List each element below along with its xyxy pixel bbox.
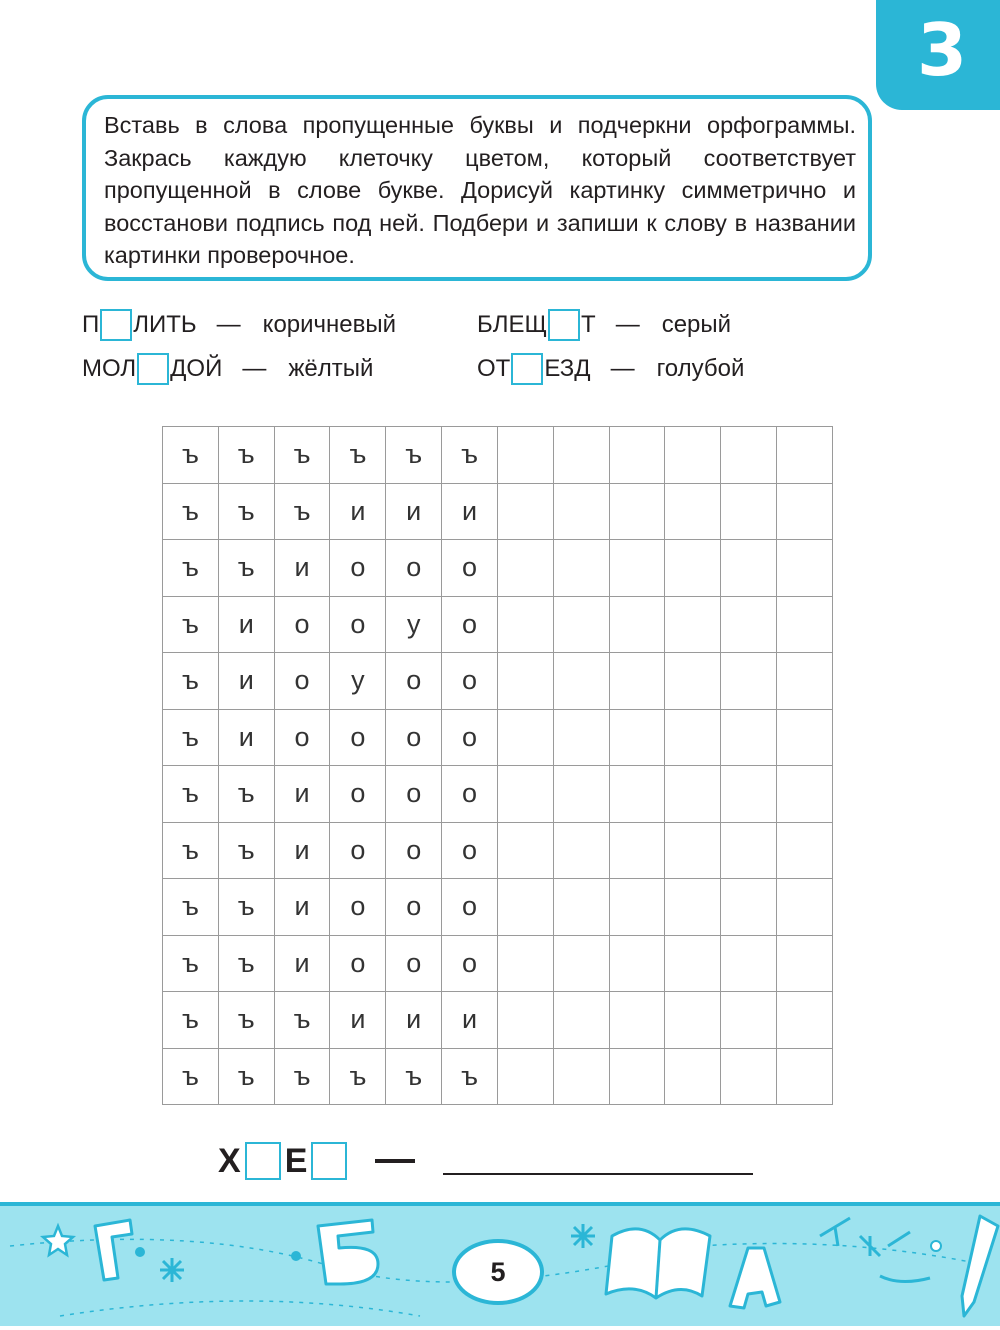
grid-cell[interactable] bbox=[497, 427, 553, 484]
grid-cell[interactable] bbox=[721, 992, 777, 1049]
star-icon bbox=[43, 1226, 73, 1255]
word-clue-4 bbox=[477, 353, 744, 385]
grid-cell[interactable] bbox=[721, 935, 777, 992]
grid-row bbox=[163, 596, 833, 653]
pencil-icon bbox=[962, 1216, 998, 1316]
word-part: П bbox=[82, 311, 100, 338]
grid-cell[interactable]: ъ bbox=[330, 427, 386, 484]
word-part: БЛЕЩ bbox=[477, 311, 548, 338]
grid-cell[interactable]: ъ bbox=[163, 766, 219, 823]
dash: — bbox=[615, 311, 640, 338]
letter-box[interactable] bbox=[511, 353, 543, 385]
grid-cell[interactable] bbox=[721, 483, 777, 540]
grid-row bbox=[163, 709, 833, 766]
word-part: Т bbox=[581, 311, 596, 338]
grid-cell[interactable] bbox=[609, 709, 665, 766]
grid-cell[interactable]: ъ bbox=[218, 1048, 274, 1105]
grid-cell[interactable] bbox=[553, 483, 609, 540]
grid-cell[interactable] bbox=[497, 483, 553, 540]
grid-cell[interactable]: ъ bbox=[218, 879, 274, 936]
grid-cell[interactable]: о bbox=[442, 596, 498, 653]
grid-cell[interactable]: ъ bbox=[163, 653, 219, 710]
grid-row bbox=[163, 935, 833, 992]
exercise-number: 3 bbox=[916, 8, 968, 92]
word-part: МОЛ bbox=[82, 355, 137, 382]
instruction-box bbox=[82, 95, 872, 281]
grid-cell[interactable] bbox=[777, 427, 833, 484]
grid-cell[interactable]: и bbox=[442, 483, 498, 540]
grid-cell[interactable] bbox=[665, 709, 721, 766]
grid-cell[interactable] bbox=[609, 822, 665, 879]
grid-cell[interactable] bbox=[497, 992, 553, 1049]
grid-cell[interactable]: о bbox=[386, 709, 442, 766]
grid-cell[interactable]: о bbox=[274, 596, 330, 653]
color-name: коричневый bbox=[262, 311, 397, 338]
grid-cell[interactable] bbox=[609, 766, 665, 823]
grid-cell[interactable]: о bbox=[386, 879, 442, 936]
word-part: ЕЗД bbox=[544, 355, 591, 382]
grid-cell[interactable] bbox=[553, 427, 609, 484]
grid-cell[interactable] bbox=[665, 766, 721, 823]
grid-cell[interactable]: о bbox=[386, 935, 442, 992]
grid-cell[interactable]: о bbox=[386, 653, 442, 710]
grid-row bbox=[163, 427, 833, 484]
word-part: ДОЙ bbox=[170, 355, 223, 382]
grid-cell[interactable] bbox=[665, 879, 721, 936]
letter-box[interactable] bbox=[311, 1142, 347, 1180]
grid-cell[interactable]: ъ bbox=[218, 992, 274, 1049]
grid-cell[interactable] bbox=[609, 653, 665, 710]
grid-cell[interactable]: о bbox=[442, 935, 498, 992]
grid-cell[interactable]: и bbox=[386, 992, 442, 1049]
grid-cell[interactable] bbox=[665, 427, 721, 484]
grid-cell[interactable]: ъ bbox=[386, 1048, 442, 1105]
grid-cell[interactable] bbox=[777, 540, 833, 597]
grid-cell[interactable]: и bbox=[274, 766, 330, 823]
instruction-text: Вставь в слова пропущенные буквы и подчеркни орфограммы. Закрась каждую клеточку цветом, который соответствует пропущенной в слове букве. Дорисуй картинку симметрично и восстанови подпись под ней. Подбери и запиши к слову в названии картинки проверочное. bbox=[104, 112, 856, 269]
coloring-grid bbox=[162, 426, 833, 1105]
grid-cell[interactable]: ъ bbox=[274, 992, 330, 1049]
word-clue-1 bbox=[82, 309, 396, 341]
grid-cell[interactable]: ъ bbox=[163, 709, 219, 766]
grid-cell[interactable] bbox=[721, 1048, 777, 1105]
grid-cell[interactable] bbox=[777, 653, 833, 710]
grid-cell[interactable]: о bbox=[330, 596, 386, 653]
grid-cell[interactable] bbox=[665, 822, 721, 879]
grid-cell[interactable]: ъ bbox=[218, 822, 274, 879]
grid-cell[interactable]: ъ bbox=[442, 1048, 498, 1105]
grid-cell[interactable]: ъ bbox=[163, 879, 219, 936]
grid-cell[interactable]: ъ bbox=[442, 427, 498, 484]
grid-cell[interactable] bbox=[777, 822, 833, 879]
grid-row bbox=[163, 540, 833, 597]
grid-cell[interactable]: и bbox=[274, 822, 330, 879]
grid-row bbox=[163, 653, 833, 710]
grid-cell[interactable] bbox=[609, 483, 665, 540]
grid-cell[interactable] bbox=[665, 653, 721, 710]
grid-row bbox=[163, 1048, 833, 1105]
grid-cell[interactable]: о bbox=[274, 653, 330, 710]
grid-cell[interactable] bbox=[497, 935, 553, 992]
grid-cell[interactable]: о bbox=[330, 879, 386, 936]
grid-cell[interactable] bbox=[777, 879, 833, 936]
grid-cell[interactable] bbox=[721, 540, 777, 597]
grid-cell[interactable] bbox=[553, 1048, 609, 1105]
grid-cell[interactable] bbox=[777, 709, 833, 766]
grid-cell[interactable]: о bbox=[330, 766, 386, 823]
grid-cell[interactable] bbox=[609, 596, 665, 653]
grid-cell[interactable] bbox=[721, 766, 777, 823]
grid-cell[interactable]: и bbox=[218, 709, 274, 766]
grid-cell[interactable]: ъ bbox=[218, 766, 274, 823]
grid-cell[interactable] bbox=[497, 879, 553, 936]
grid-cell[interactable] bbox=[777, 596, 833, 653]
grid-cell[interactable] bbox=[721, 879, 777, 936]
grid-cell[interactable] bbox=[553, 879, 609, 936]
grid-cell[interactable]: ъ bbox=[274, 1048, 330, 1105]
grid-row bbox=[163, 483, 833, 540]
grid-cell[interactable] bbox=[553, 822, 609, 879]
grid-cell[interactable] bbox=[553, 992, 609, 1049]
grid-cell[interactable]: ъ bbox=[274, 427, 330, 484]
grid-cell[interactable]: ъ bbox=[163, 992, 219, 1049]
grid-cell[interactable] bbox=[777, 1048, 833, 1105]
word-clue-3 bbox=[82, 353, 373, 385]
grid-cell[interactable]: о bbox=[442, 653, 498, 710]
grid-cell[interactable] bbox=[665, 1048, 721, 1105]
dash: — bbox=[242, 355, 267, 382]
grid-cell[interactable]: о bbox=[442, 766, 498, 823]
grid-cell[interactable]: ъ bbox=[163, 483, 219, 540]
dash: — bbox=[610, 355, 635, 382]
grid-cell[interactable] bbox=[665, 935, 721, 992]
grid-cell[interactable]: о bbox=[442, 709, 498, 766]
grid-cell[interactable]: о bbox=[442, 822, 498, 879]
grid-cell[interactable]: и bbox=[330, 483, 386, 540]
grid-cell[interactable] bbox=[553, 766, 609, 823]
grid-cell[interactable]: и bbox=[442, 992, 498, 1049]
grid-cell[interactable]: ъ bbox=[218, 427, 274, 484]
grid-cell[interactable] bbox=[721, 709, 777, 766]
grid-cell[interactable]: у bbox=[386, 596, 442, 653]
grid-row bbox=[163, 992, 833, 1049]
grid-cell[interactable]: о bbox=[274, 709, 330, 766]
color-name: голубой bbox=[656, 355, 745, 382]
letter-box[interactable] bbox=[137, 353, 169, 385]
answer-line bbox=[218, 1141, 753, 1181]
grid-cell[interactable] bbox=[497, 596, 553, 653]
letter-box[interactable] bbox=[548, 309, 580, 341]
grid-cell[interactable] bbox=[777, 992, 833, 1049]
word-part: ОТ bbox=[477, 355, 511, 382]
letter-a-icon bbox=[730, 1248, 780, 1308]
grid-cell[interactable]: ъ bbox=[218, 935, 274, 992]
grid-cell[interactable] bbox=[497, 822, 553, 879]
grid-cell[interactable]: и bbox=[386, 483, 442, 540]
grid-cell[interactable]: ъ bbox=[218, 483, 274, 540]
grid-cell[interactable]: и bbox=[274, 935, 330, 992]
grid-cell[interactable]: у bbox=[330, 653, 386, 710]
math-icon bbox=[820, 1218, 930, 1282]
dash bbox=[375, 1159, 415, 1163]
grid-cell[interactable] bbox=[497, 1048, 553, 1105]
grid-cell[interactable]: ъ bbox=[386, 427, 442, 484]
grid-cell[interactable] bbox=[665, 992, 721, 1049]
grid-cell[interactable] bbox=[777, 935, 833, 992]
grid-cell[interactable] bbox=[609, 540, 665, 597]
grid-cell[interactable]: ъ bbox=[163, 822, 219, 879]
grid-cell[interactable] bbox=[721, 596, 777, 653]
grid-cell[interactable]: ъ bbox=[163, 935, 219, 992]
exercise-number-tab bbox=[876, 0, 1000, 110]
grid-cell[interactable] bbox=[609, 879, 665, 936]
grid-cell[interactable] bbox=[665, 483, 721, 540]
grid-cell[interactable]: и bbox=[218, 653, 274, 710]
grid-cell[interactable]: о bbox=[386, 822, 442, 879]
grid-cell[interactable] bbox=[553, 596, 609, 653]
grid-cell[interactable]: ъ bbox=[218, 540, 274, 597]
grid-cell[interactable]: и bbox=[274, 879, 330, 936]
book-icon bbox=[606, 1229, 710, 1298]
grid-cell[interactable]: о bbox=[386, 540, 442, 597]
grid-cell[interactable]: о bbox=[442, 879, 498, 936]
grid-cell[interactable] bbox=[721, 427, 777, 484]
grid-cell[interactable]: о bbox=[330, 709, 386, 766]
grid-cell[interactable]: о bbox=[442, 540, 498, 597]
grid-cell[interactable] bbox=[777, 766, 833, 823]
answer-letter: Е bbox=[284, 1141, 308, 1180]
grid-cell[interactable]: ъ bbox=[163, 596, 219, 653]
grid-cell[interactable] bbox=[721, 653, 777, 710]
grid-cell[interactable]: и bbox=[218, 596, 274, 653]
grid-cell[interactable]: о bbox=[330, 935, 386, 992]
grid-cell[interactable] bbox=[497, 766, 553, 823]
page-number bbox=[452, 1239, 544, 1305]
word-clue-2 bbox=[477, 309, 731, 341]
grid-cell[interactable]: ъ bbox=[163, 1048, 219, 1105]
page-number-text: 5 bbox=[490, 1256, 506, 1287]
grid-cell[interactable] bbox=[609, 427, 665, 484]
grid-cell[interactable]: о bbox=[330, 540, 386, 597]
grid-row bbox=[163, 879, 833, 936]
answer-letter: Х bbox=[218, 1141, 241, 1180]
grid-cell[interactable] bbox=[553, 540, 609, 597]
grid-cell[interactable]: ъ bbox=[330, 1048, 386, 1105]
color-name: серый bbox=[661, 311, 732, 338]
grid-cell[interactable] bbox=[609, 1048, 665, 1105]
grid-cell[interactable]: и bbox=[330, 992, 386, 1049]
grid-cell[interactable]: о bbox=[386, 766, 442, 823]
letter-box[interactable] bbox=[100, 309, 132, 341]
grid-cell[interactable] bbox=[609, 992, 665, 1049]
grid-cell[interactable]: ъ bbox=[163, 540, 219, 597]
grid-cell[interactable] bbox=[777, 483, 833, 540]
grid-cell[interactable]: о bbox=[330, 822, 386, 879]
grid-row bbox=[163, 822, 833, 879]
letter-b-icon bbox=[318, 1220, 378, 1284]
color-name: жёлтый bbox=[288, 355, 374, 382]
grid-cell[interactable]: ъ bbox=[274, 483, 330, 540]
grid-cell[interactable] bbox=[497, 653, 553, 710]
grid-cell[interactable] bbox=[553, 653, 609, 710]
grid-cell[interactable] bbox=[553, 935, 609, 992]
grid-cell[interactable] bbox=[553, 709, 609, 766]
dash: — bbox=[216, 311, 241, 338]
grid-cell[interactable] bbox=[497, 709, 553, 766]
word-part: ЛИТЬ bbox=[133, 311, 197, 338]
grid-cell[interactable]: ъ bbox=[163, 427, 219, 484]
letter-g-icon bbox=[95, 1220, 132, 1280]
grid-cell[interactable] bbox=[721, 822, 777, 879]
answer-write-line[interactable] bbox=[443, 1173, 753, 1175]
grid-cell[interactable] bbox=[665, 540, 721, 597]
grid-cell[interactable] bbox=[497, 540, 553, 597]
grid-cell[interactable]: и bbox=[274, 540, 330, 597]
grid-row bbox=[163, 766, 833, 823]
letter-box[interactable] bbox=[245, 1142, 281, 1180]
grid-cell[interactable] bbox=[609, 935, 665, 992]
grid-cell[interactable] bbox=[665, 596, 721, 653]
